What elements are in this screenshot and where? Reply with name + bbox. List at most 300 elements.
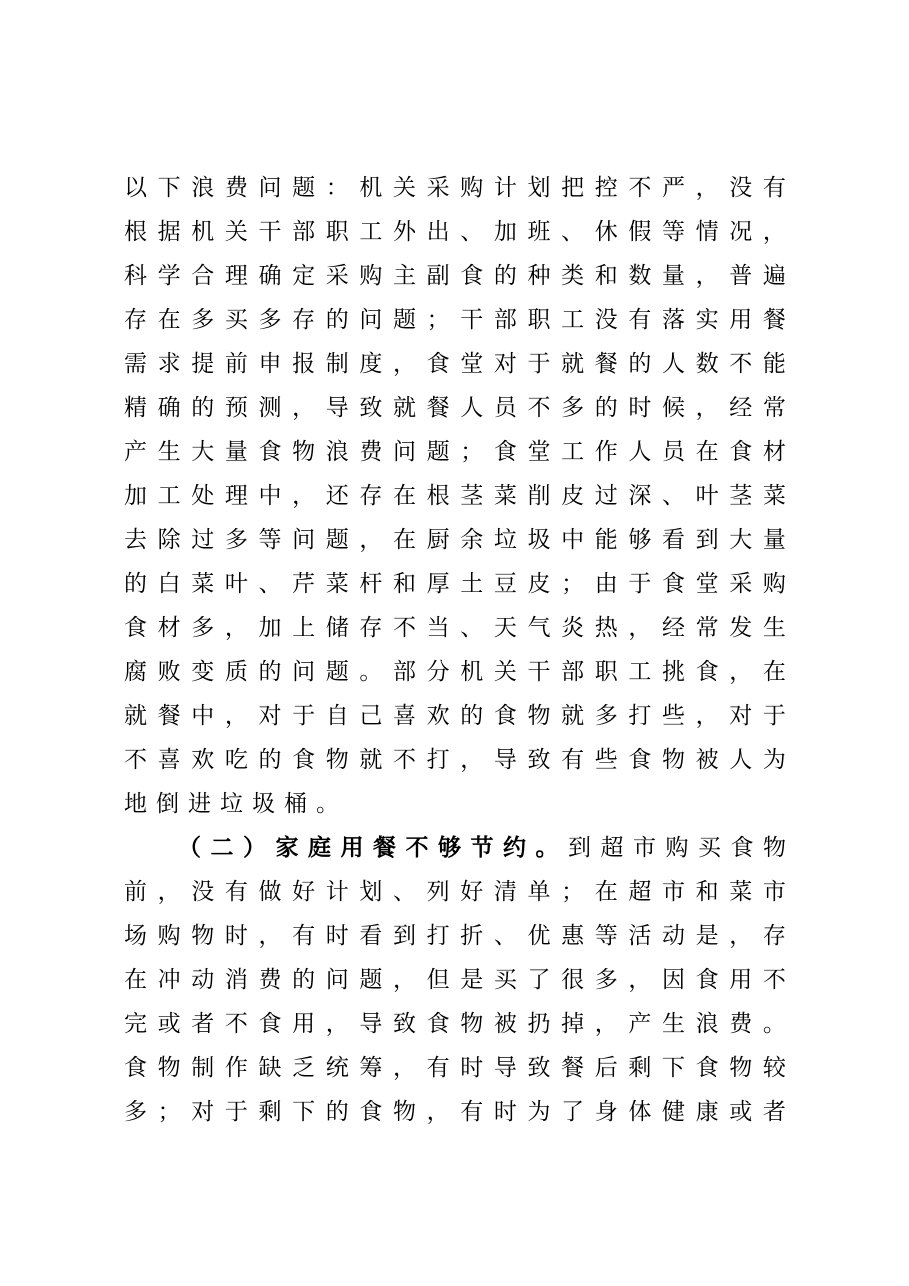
glyph: 致 [359,395,383,421]
glyph: 部 [493,307,517,333]
glyph: 后 [594,1055,618,1081]
glyph: 求 [157,351,181,377]
glyph: 食 [124,1055,147,1081]
glyph: 部 [292,219,316,245]
glyph: 大 [729,527,753,553]
text-line [124,166,786,210]
glyph: 导 [325,395,349,421]
glyph: 扔 [527,1011,551,1037]
glyph: 部 [393,659,416,685]
glyph: 材 [762,439,786,465]
glyph: 买 [698,835,721,861]
glyph: 食 [258,439,282,465]
glyph: 多 [258,307,282,333]
glyph: 好 [292,879,316,905]
glyph: 对 [258,703,282,729]
glyph: 打 [628,703,652,729]
glyph: 生 [157,439,181,465]
glyph: 有 [224,879,248,905]
glyph: 制 [325,351,349,377]
glyph: 量 [662,263,685,289]
glyph: 购 [762,571,786,597]
glyph: 经 [662,615,685,641]
glyph: 热 [594,615,618,641]
glyph: 不 [405,835,429,861]
glyph: 是 [460,967,484,993]
glyph: 题 [359,967,383,993]
glyph: 杆 [359,571,383,597]
glyph: 储 [325,615,349,641]
glyph: 或 [157,1011,181,1037]
glyph: 数 [695,351,719,377]
glyph: 欢 [426,703,450,729]
glyph: 食 [292,747,316,773]
glyph: 用 [340,835,364,861]
glyph: ， [628,615,652,641]
glyph: 控 [594,175,618,201]
glyph: 变 [191,659,215,685]
glyph: 报 [292,351,316,377]
glyph: 食 [426,351,450,377]
glyph: 的 [258,659,282,685]
glyph: 做 [258,879,282,905]
glyph: 不 [124,747,147,773]
glyph: ， [695,263,719,289]
glyph: 题 [325,527,349,553]
glyph: 干 [258,219,282,245]
glyph: 食 [729,439,753,465]
glyph: 在 [762,659,786,685]
glyph: 。 [535,835,559,861]
glyph: 情 [695,219,719,245]
text-line [124,518,786,562]
glyph: 多 [191,307,215,333]
glyph: 划 [359,879,383,905]
glyph: 超 [600,835,624,861]
glyph: 问 [393,439,416,465]
glyph: 物 [460,1011,484,1037]
glyph: 较 [762,1055,786,1081]
glyph: 菜 [729,879,753,905]
glyph: ， [426,1099,450,1125]
glyph: 不 [729,351,753,377]
glyph: 够 [438,835,461,861]
glyph: 食 [662,571,685,597]
glyph: 健 [662,1099,685,1125]
glyph: 导 [493,1055,517,1081]
glyph: 食 [460,263,484,289]
glyph: 买 [224,307,248,333]
glyph: 炎 [561,615,585,641]
glyph: 有 [292,923,316,949]
glyph: ） [243,835,266,861]
glyph: 员 [493,395,517,421]
glyph: 土 [460,571,484,597]
glyph: 因 [662,967,685,993]
glyph: 物 [157,1055,181,1081]
glyph: 当 [426,615,450,641]
body-text [124,166,786,1134]
glyph: 动 [662,923,685,949]
glyph: 预 [224,395,248,421]
glyph: 副 [426,263,450,289]
glyph: 不 [628,175,652,201]
glyph: 败 [157,659,181,685]
glyph: 剩 [258,1099,282,1125]
glyph: ； [561,571,585,597]
glyph: 厨 [426,527,450,553]
glyph: 的 [258,747,282,773]
glyph: 消 [224,967,248,993]
glyph: 活 [628,923,652,949]
glyph: 有 [628,307,652,333]
glyph: 为 [527,1099,551,1125]
glyph: 作 [224,1055,248,1081]
glyph: 以 [124,175,147,201]
glyph: 、 [561,219,585,245]
glyph: 在 [594,879,618,905]
glyph: ， [393,1055,416,1081]
glyph: 身 [594,1099,618,1125]
glyph: 食 [493,703,517,729]
glyph: 不 [224,1011,248,1037]
glyph: 就 [393,395,416,421]
glyph: 下 [292,1099,316,1125]
glyph: 余 [460,527,484,553]
glyph: 优 [527,923,551,949]
glyph: 上 [292,615,316,641]
glyph: 题 [292,175,316,201]
glyph: 关 [393,175,416,201]
glyph: 、 [493,923,517,949]
glyph: 些 [594,747,618,773]
glyph: 皮 [527,571,551,597]
glyph: 人 [628,439,652,465]
text-line [124,210,786,254]
glyph: 有 [561,747,585,773]
glyph: 深 [628,483,652,509]
glyph: 等 [258,527,282,553]
glyph: 常 [762,395,786,421]
glyph: 打 [426,747,450,773]
glyph: 的 [325,1099,349,1125]
text-line [124,870,786,914]
glyph: 学 [157,263,181,289]
glyph: 中 [258,483,282,509]
glyph: 时 [460,1055,484,1081]
glyph: 不 [393,615,416,641]
glyph: ， [762,219,786,245]
glyph: 掉 [561,1011,585,1037]
glyph: 发 [729,615,753,641]
text-line [124,342,786,386]
glyph: 确 [258,263,282,289]
glyph: 市 [762,879,786,905]
glyph: 计 [493,175,517,201]
glyph: 餐 [373,835,396,861]
text-line [124,430,786,474]
text-line [124,914,786,958]
glyph: 中 [561,527,585,553]
glyph: 存 [124,307,147,333]
glyph: 的 [628,351,652,377]
glyph: ， [292,395,316,421]
glyph: 了 [527,967,551,993]
glyph: 不 [527,395,551,421]
glyph: 家 [275,835,299,861]
glyph: 浪 [325,439,349,465]
glyph: 用 [292,1011,316,1037]
glyph: 工 [359,219,383,245]
glyph: 过 [594,483,618,509]
glyph: 或 [729,1099,753,1125]
glyph: 职 [594,659,618,685]
glyph: 人 [460,395,484,421]
glyph: 垃 [493,527,517,553]
glyph: ， [224,703,248,729]
glyph: 处 [191,483,215,509]
glyph: 在 [393,483,416,509]
glyph: ， [695,175,719,201]
glyph: 食 [695,659,719,685]
glyph: 物 [191,923,215,949]
glyph: 喜 [393,703,416,729]
glyph: 测 [258,395,282,421]
glyph: 物 [662,747,685,773]
glyph: 材 [157,615,181,641]
glyph: 费 [258,967,282,993]
glyph: 量 [762,527,786,553]
glyph: 量 [224,439,248,465]
glyph: 种 [527,263,551,289]
glyph: 加 [493,219,517,245]
glyph: 茎 [729,483,753,509]
glyph: 叶 [224,571,248,597]
glyph: 食 [426,1011,450,1037]
glyph: 堂 [460,351,484,377]
glyph: 豆 [493,571,517,597]
text-line [124,738,786,782]
glyph: 市 [633,835,656,861]
glyph: ， [729,659,753,685]
glyph: 腐 [124,659,147,685]
glyph: 菜 [191,571,215,597]
glyph: 了 [561,1099,585,1125]
glyph: 的 [191,395,215,421]
glyph: 看 [662,527,685,553]
glyph: 对 [729,703,753,729]
text-line: 地倒进垃圾桶。 [124,791,348,817]
glyph: 不 [762,967,786,993]
glyph: 部 [561,659,585,685]
glyph: 出 [426,219,450,245]
glyph: 到 [695,527,719,553]
glyph: 多 [594,703,618,729]
glyph: 采 [325,263,349,289]
glyph: 的 [493,263,517,289]
glyph: 惠 [561,923,585,949]
glyph: 班 [527,219,551,245]
glyph: 用 [729,307,753,333]
glyph: 多 [594,967,618,993]
glyph: 餐 [426,395,450,421]
glyph: 购 [665,835,689,861]
glyph: 乏 [292,1055,316,1081]
glyph: 购 [157,923,181,949]
glyph: 、 [460,219,484,245]
glyph: 就 [124,703,147,729]
glyph: 加 [258,615,282,641]
glyph: ， [594,1011,618,1037]
glyph: 经 [729,395,753,421]
glyph: 员 [662,439,685,465]
glyph: ， [695,395,719,421]
glyph: 购 [460,175,484,201]
glyph: 食 [628,747,652,773]
glyph: 常 [695,615,719,641]
glyph: 前 [124,879,147,905]
glyph: 场 [124,923,147,949]
glyph: 于 [762,703,786,729]
glyph: 二 [210,835,234,861]
glyph: 于 [628,571,652,597]
glyph: 到 [568,835,591,861]
glyph: ， [292,483,316,509]
glyph: 时 [493,1099,517,1125]
glyph: 在 [124,967,147,993]
glyph: 圾 [527,527,551,553]
glyph: 机 [460,659,484,685]
glyph: 由 [594,571,618,597]
glyph: 是 [695,923,719,949]
glyph: 致 [393,1011,416,1037]
glyph: 据 [157,219,181,245]
glyph: 工 [628,659,652,685]
glyph: 在 [393,527,416,553]
glyph: 到 [393,923,416,949]
glyph: ， [359,527,383,553]
glyph: 、 [662,483,685,509]
glyph: 没 [729,175,753,201]
glyph: 就 [561,351,585,377]
text-line [124,958,786,1002]
glyph: 题 [393,307,416,333]
glyph: 但 [426,967,450,993]
glyph: 干 [527,659,551,685]
glyph: ， [460,747,484,773]
glyph: 厚 [426,571,450,597]
glyph: 问 [359,307,383,333]
glyph: 和 [695,879,719,905]
glyph: ； [561,879,585,905]
glyph: 工 [561,307,585,333]
glyph: 、 [258,571,282,597]
glyph: 者 [762,1099,786,1125]
glyph: 餐 [762,307,786,333]
glyph: 折 [460,923,484,949]
glyph: 者 [191,1011,215,1037]
glyph: 物 [729,1055,753,1081]
glyph: 食 [124,615,147,641]
glyph: 于 [292,703,316,729]
glyph: 皮 [561,483,585,509]
glyph: 很 [561,967,585,993]
glyph: 物 [527,703,551,729]
glyph: 费 [359,439,383,465]
glyph: 白 [157,571,181,597]
glyph: 喜 [157,747,181,773]
glyph: 费 [729,1011,753,1037]
glyph: 己 [359,703,383,729]
glyph: 需 [124,351,147,377]
glyph: 的 [460,703,484,729]
glyph: 的 [292,967,316,993]
glyph: 候 [662,395,685,421]
glyph: 就 [359,747,383,773]
glyph: 大 [191,439,215,465]
glyph: 列 [426,879,450,905]
glyph: 题 [325,659,349,685]
glyph: 菜 [762,483,786,509]
glyph: 芹 [292,571,316,597]
glyph: 科 [124,263,147,289]
text-line [124,298,786,342]
glyph: 时 [628,395,652,421]
glyph: 多 [124,1099,147,1125]
glyph: 筹 [359,1055,383,1081]
glyph: 划 [527,175,551,201]
glyph: ， [628,967,652,993]
glyph: 物 [763,835,786,861]
text-line [124,694,786,738]
glyph: 生 [762,615,786,641]
glyph: 制 [191,1055,215,1081]
glyph: 庭 [308,835,331,861]
glyph: 申 [258,351,282,377]
glyph: 产 [124,439,147,465]
glyph: 的 [594,395,618,421]
glyph: 市 [662,879,685,905]
glyph: 够 [628,527,652,553]
glyph: 职 [325,219,349,245]
glyph: 假 [628,219,652,245]
glyph: 的 [325,307,349,333]
glyph: ， [157,879,181,905]
glyph: 叶 [695,483,719,509]
glyph: 清 [493,879,517,905]
glyph: ， [325,1011,349,1037]
glyph: 。 [762,1011,786,1037]
glyph: 冲 [157,967,181,993]
glyph: 除 [157,527,181,553]
glyph: 确 [157,395,181,421]
glyph: 浪 [695,1011,719,1037]
glyph: 问 [325,967,349,993]
glyph: 对 [191,1099,215,1125]
glyph: 下 [662,1055,685,1081]
glyph: 食 [730,835,754,861]
glyph: 采 [426,175,450,201]
glyph: 问 [292,527,316,553]
text-line [124,474,786,518]
glyph: 气 [527,615,551,641]
glyph: 时 [325,923,349,949]
glyph: 多 [224,527,248,553]
glyph: 堂 [695,571,719,597]
glyph: 、 [460,615,484,641]
glyph: 些 [662,703,685,729]
glyph: 机 [191,219,215,245]
